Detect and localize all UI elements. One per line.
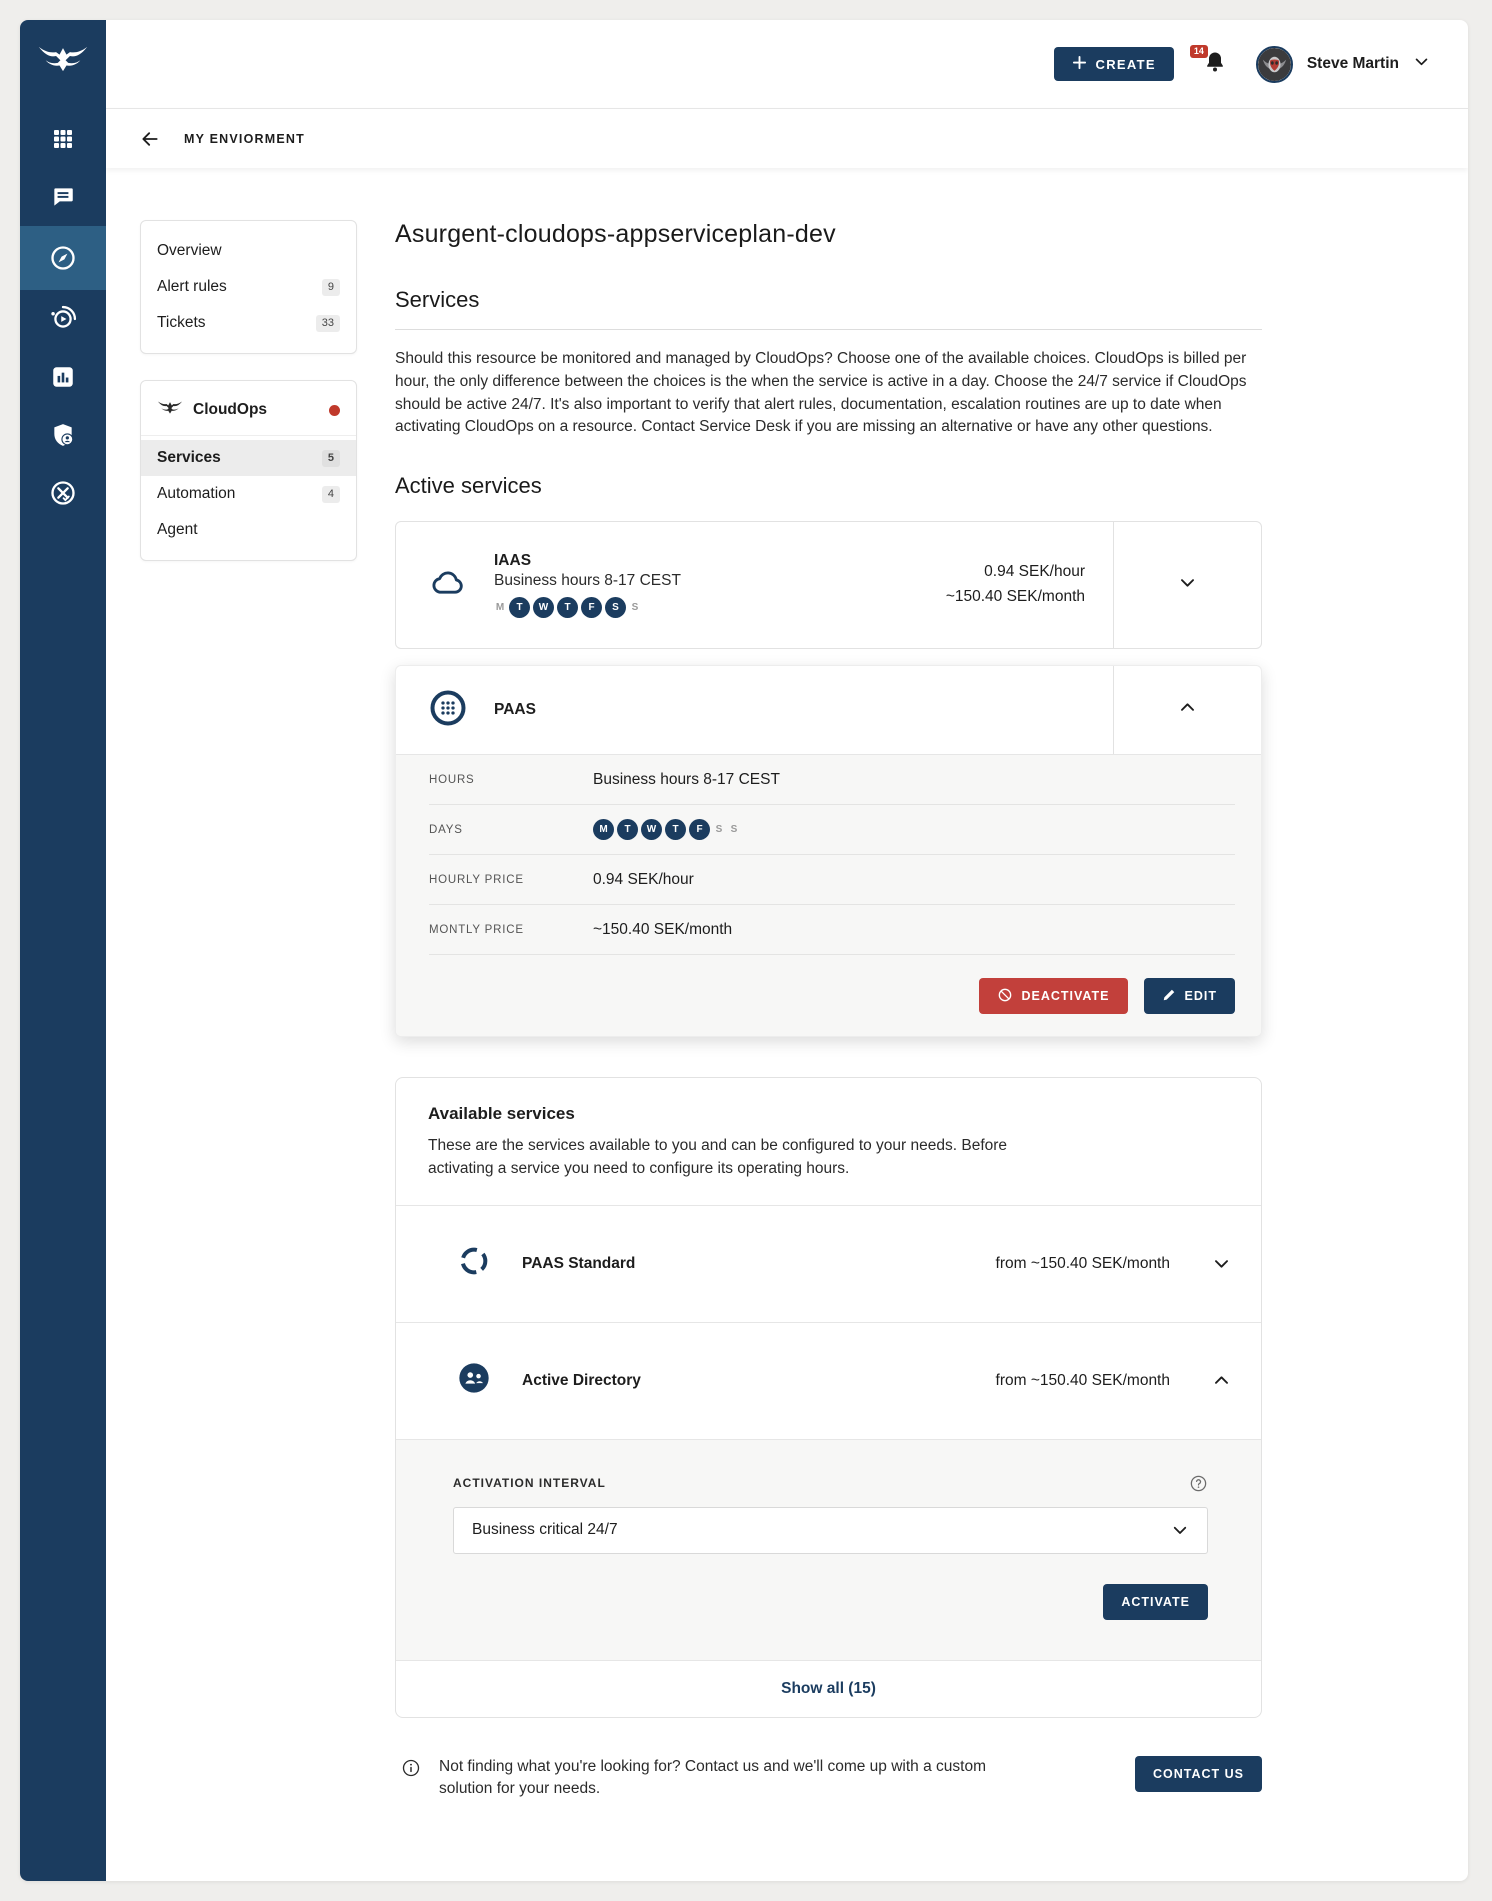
sidebar-item-alert-rules[interactable]	[141, 269, 356, 305]
chevron-up-icon	[1178, 698, 1197, 722]
info-icon	[401, 1758, 421, 1783]
user-name: Steve Martin	[1306, 55, 1399, 72]
service-price	[946, 560, 1113, 610]
contact-text: Not finding what you're looking for? Contact us and we'll come up with a custom solution for your needs.	[439, 1757, 986, 1798]
activation-interval-row	[453, 1474, 1208, 1493]
service-name: Active Directory	[522, 1371, 641, 1389]
cloud-icon	[428, 563, 468, 608]
day-chip: T	[617, 819, 638, 840]
day-chip: S	[605, 597, 626, 618]
service-card-iaas[interactable]	[395, 521, 1262, 649]
sidebar-item-tools[interactable]	[20, 464, 106, 522]
service-card-paas	[395, 665, 1262, 1037]
activation-interval-select[interactable]	[453, 1507, 1208, 1554]
resource-nav-card	[140, 220, 357, 354]
count-badge: 4	[322, 486, 340, 503]
available-services-header	[396, 1078, 1261, 1205]
sidebar-item-apps[interactable]	[20, 110, 106, 168]
detail-row-hourly-price	[429, 855, 1235, 905]
chevron-down-icon[interactable]	[1212, 1254, 1231, 1273]
service-price: from ~150.40 SEK/month	[995, 1254, 1170, 1272]
available-services-heading: Available services	[428, 1104, 575, 1124]
left-nav	[140, 220, 357, 587]
notifications-bell[interactable]	[1193, 46, 1230, 79]
sidebar-item-services[interactable]	[141, 440, 356, 476]
nav-item-label: Alert rules	[157, 278, 227, 295]
main-column	[395, 220, 1262, 1861]
day-chip: W	[641, 819, 662, 840]
main-area	[106, 20, 1468, 1881]
day-chip: S	[730, 824, 738, 836]
active-directory-detail	[396, 1439, 1261, 1660]
activation-interval-label: ACTIVATION INTERVAL	[453, 1476, 606, 1491]
segmented-ring-icon	[458, 1245, 490, 1282]
detail-row-hours	[429, 755, 1235, 805]
day-chip: W	[533, 597, 554, 618]
breadcrumb-bar	[106, 108, 1468, 168]
service-days	[593, 819, 740, 840]
notification-count-badge: 14	[1190, 45, 1208, 58]
services-description: Should this resource be monitored and managed by CloudOps? Choose one of the available choices. CloudOps is billed per hour, the only difference between the choices is the when the service is active in a day. Choose the 24/7 service if CloudOps should be active 24/7. It's also important to verify that alert rules, documentation, escalation routines are up to date when activating CloudOps on a resource. Contact Service Desk if you are missing an alternative or have any other questions.	[395, 350, 1247, 436]
available-services-card	[395, 1077, 1262, 1718]
content	[106, 168, 1468, 1881]
chat-icon	[50, 184, 76, 210]
edit-button[interactable]	[1144, 978, 1235, 1014]
plus-icon	[1072, 55, 1087, 73]
edit-label: EDIT	[1184, 989, 1217, 1004]
shield-user-icon	[50, 422, 76, 448]
available-services-description: These are the services available to you and can be configured to your needs. Before activating a service you need to configure its operating hours.	[428, 1137, 1008, 1178]
count-badge: 33	[316, 315, 340, 332]
sidebar-item-automation[interactable]	[20, 290, 106, 348]
detail-row-days	[429, 805, 1235, 855]
nav-item-label: Overview	[157, 242, 222, 259]
page-title: Asurgent-cloudops-appserviceplan-dev	[395, 220, 836, 248]
available-row-active-directory[interactable]	[396, 1322, 1261, 1439]
divider	[395, 329, 1262, 330]
chevron-down-icon	[1178, 573, 1197, 597]
monthly-price: ~150.40 SEK/month	[945, 588, 1085, 606]
day-chip: S	[631, 602, 639, 614]
sidebar-item-environment[interactable]	[20, 226, 106, 290]
pencil-icon	[1162, 988, 1176, 1005]
chevron-up-icon[interactable]	[1212, 1371, 1231, 1390]
cloudops-nav-header	[141, 393, 356, 436]
users-circle-icon	[458, 1362, 490, 1399]
row-label: DAYS	[429, 823, 463, 836]
tools-icon	[49, 479, 77, 507]
count-badge: 5	[322, 450, 340, 467]
cloudops-nav-card	[140, 380, 357, 561]
sidebar-item-overview[interactable]	[141, 233, 356, 269]
activate-label: ACTIVATE	[1121, 1594, 1190, 1609]
sidebar-item-reports[interactable]	[20, 348, 106, 406]
back-arrow-icon[interactable]	[140, 129, 160, 149]
automation-play-icon	[49, 305, 77, 333]
paas-detail	[396, 754, 1261, 1036]
sidebar-nav	[20, 110, 106, 522]
day-chip: T	[509, 597, 530, 618]
day-chip: T	[557, 597, 578, 618]
create-button[interactable]	[1054, 47, 1174, 81]
nav-item-label: Services	[157, 449, 221, 466]
service-days	[494, 597, 681, 618]
cloudops-logo-icon	[157, 399, 183, 421]
paas-dots-icon	[428, 688, 468, 733]
services-heading: Services	[395, 287, 480, 312]
sidebar-item-tickets[interactable]	[141, 305, 356, 341]
detail-row-monthly-price	[429, 905, 1235, 955]
row-label: HOURS	[429, 773, 475, 786]
sidebar-item-security[interactable]	[20, 406, 106, 464]
deactivate-label: DEACTIVATE	[1021, 989, 1110, 1004]
select-value: Business critical 24/7	[472, 1521, 618, 1539]
app-frame	[20, 20, 1468, 1881]
paas-header[interactable]	[396, 666, 1261, 754]
ban-icon	[997, 987, 1013, 1006]
available-row-paas-standard[interactable]	[396, 1205, 1261, 1322]
activate-button[interactable]	[1103, 1584, 1208, 1620]
paas-actions	[429, 955, 1235, 1014]
sidebar-item-automation-sub[interactable]	[141, 476, 356, 512]
activate-row	[453, 1584, 1208, 1620]
hourly-price: 0.94 SEK/hour	[984, 563, 1085, 581]
service-hours: Business hours 8-17 CEST	[494, 572, 681, 590]
avatar	[1256, 46, 1293, 83]
service-price: from ~150.40 SEK/month	[995, 1371, 1170, 1389]
sidebar	[20, 20, 106, 1881]
asurgent-logo-icon[interactable]	[35, 38, 91, 80]
contact-row	[395, 1756, 1262, 1801]
active-services-heading: Active services	[395, 473, 542, 499]
help-icon[interactable]	[1189, 1474, 1208, 1493]
show-all-link[interactable]: Show all (15)	[396, 1660, 1261, 1717]
sidebar-item-chat[interactable]	[20, 168, 106, 226]
service-name: PAAS Standard	[522, 1254, 636, 1272]
row-value: Business hours 8-17 CEST	[593, 770, 780, 788]
row-value: 0.94 SEK/hour	[593, 870, 694, 888]
create-button-label: CREATE	[1095, 56, 1156, 72]
day-chip: M	[495, 602, 505, 614]
chevron-down-icon	[1171, 1521, 1189, 1539]
contact-us-button[interactable]: CONTACT US	[1135, 1756, 1262, 1792]
bar-chart-icon	[50, 364, 76, 390]
day-chip: S	[715, 824, 723, 836]
service-name: IAAS	[494, 552, 532, 570]
user-menu[interactable]	[1256, 46, 1430, 83]
sidebar-item-agent[interactable]	[141, 512, 356, 548]
paas-collapse-toggle[interactable]	[1113, 666, 1261, 754]
deactivate-button[interactable]	[979, 978, 1128, 1014]
topbar	[106, 20, 1468, 108]
status-dot	[329, 405, 340, 416]
service-name: PAAS	[494, 701, 536, 719]
cloudops-title: CloudOps	[193, 401, 268, 418]
nav-item-label: Agent	[157, 521, 198, 538]
chevron-down-icon	[1413, 53, 1430, 75]
day-chip: M	[593, 819, 614, 840]
nav-item-label: Tickets	[157, 314, 206, 331]
compass-icon	[49, 244, 77, 272]
day-chip: F	[581, 597, 602, 618]
iaas-info	[396, 522, 1113, 648]
day-chip: F	[689, 819, 710, 840]
breadcrumb[interactable]: MY ENVIORMENT	[184, 131, 305, 146]
nav-item-label: Automation	[157, 485, 236, 502]
iaas-expand-toggle[interactable]	[1113, 522, 1261, 648]
apps-grid-icon	[51, 127, 75, 151]
count-badge: 9	[322, 279, 340, 296]
day-chip: T	[665, 819, 686, 840]
row-label: HOURLY PRICE	[429, 873, 524, 886]
row-label: MONTLY PRICE	[429, 923, 524, 936]
row-value: ~150.40 SEK/month	[593, 920, 733, 938]
